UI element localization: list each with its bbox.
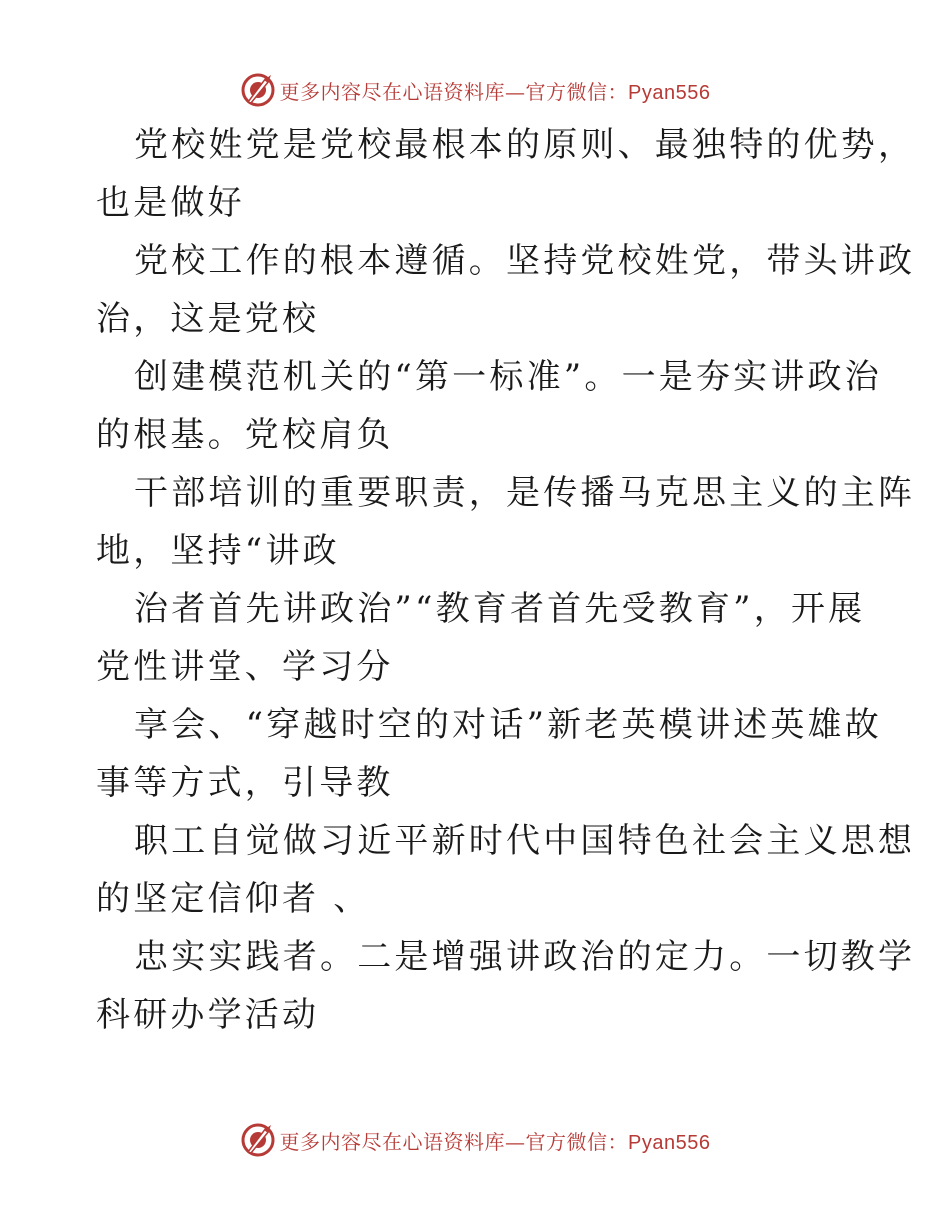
paragraph-line: 党校工作的根本遵循。坚持党校姓党，带头讲政 — [134, 241, 916, 281]
paragraph-4 — [0, 464, 950, 580]
paragraph-line: 科研办学活动 — [96, 995, 320, 1035]
paragraph-line: 事等方式，引导教 — [96, 763, 394, 803]
paragraph-line: 干部培训的重要职责，是传播马克思主义的主阵 — [134, 473, 916, 513]
paragraph-line: 职工自觉做习近平新时代中国特色社会主义思想 — [134, 821, 916, 861]
banner-label: 更多内容尽在心语资料库—官方微信： — [279, 1129, 629, 1154]
paragraph-6 — [0, 696, 950, 812]
paragraph-line: 党校姓党是党校最根本的原则、最独特的优势， — [134, 125, 916, 165]
paragraph-line: 治者首先讲政治”“教育者首先受教育”，开展 — [134, 589, 866, 629]
quill-logo-icon — [240, 1122, 276, 1158]
paragraph-7 — [0, 812, 950, 928]
footer-banner — [0, 1120, 950, 1160]
paragraph-line: 治，这是党校 — [96, 299, 320, 339]
paragraph-5 — [0, 580, 950, 696]
paragraph-3 — [0, 348, 950, 464]
paragraph-line: 忠实实践者。二是增强讲政治的定力。一切教学 — [134, 937, 916, 977]
banner-label: 更多内容尽在心语资料库—官方微信： — [279, 79, 629, 104]
paragraph-line: 地，坚持“讲政 — [96, 531, 340, 571]
wechat-id: Pyan556 — [628, 1131, 711, 1154]
header-banner — [0, 70, 950, 110]
paragraph-2 — [0, 232, 950, 348]
paragraph-line: 党性讲堂、学习分 — [96, 647, 394, 687]
paragraph-line: 的坚定信仰者 、 — [96, 879, 371, 919]
paragraph-line: 也是做好 — [96, 183, 245, 223]
banner-text — [280, 76, 711, 105]
paragraph-1 — [0, 116, 950, 232]
paragraph-line: 创建模范机关的“第一标准”。一是夯实讲政治 — [134, 357, 882, 397]
banner-text — [280, 1126, 711, 1155]
quill-logo-icon — [240, 72, 276, 108]
paragraph-8 — [0, 928, 950, 1044]
wechat-id: Pyan556 — [628, 81, 711, 104]
document-body — [0, 116, 950, 1044]
paragraph-line: 的根基。党校肩负 — [96, 415, 394, 455]
paragraph-line: 享会、“穿越时空的对话”新老英模讲述英雄故 — [134, 705, 882, 745]
